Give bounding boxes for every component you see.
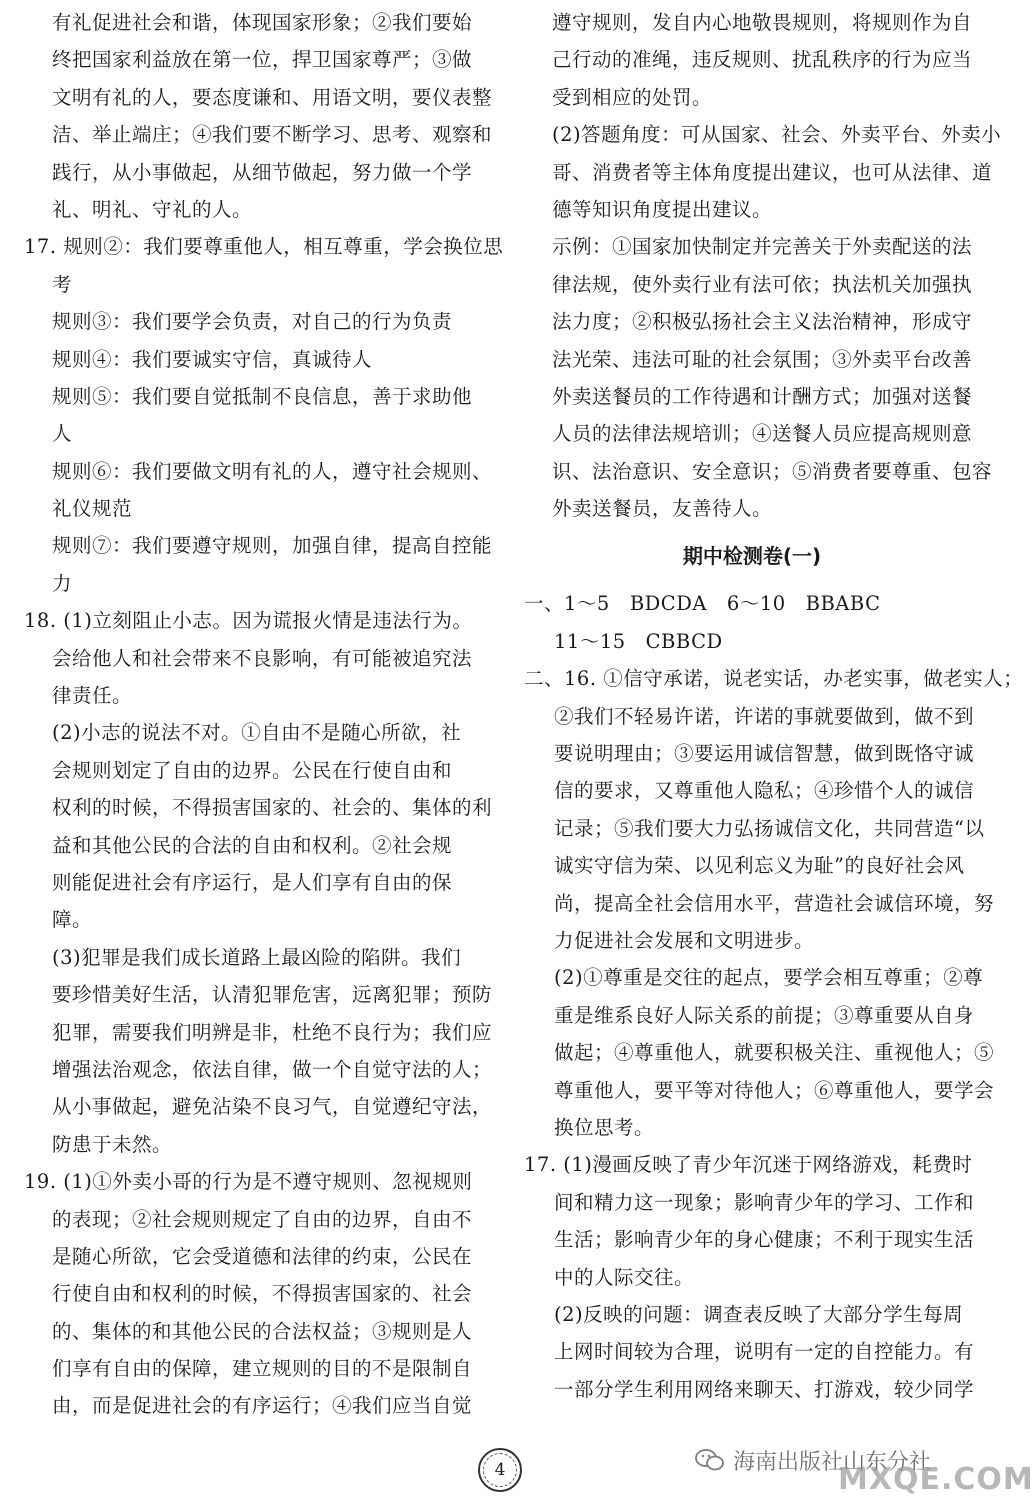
text-line: ②我们不轻易许诺，许诺的事就要做到，做不到	[554, 704, 975, 728]
text-line: 有礼促进社会和谐，体现国家形象；②我们要始	[52, 11, 473, 34]
text-line: 尊重他人，要平等对待他人；⑥尊重他人，要学会	[554, 1078, 995, 1102]
text-line: 识、法治意识、安全意识；⑤消费者要尊重、包容	[552, 459, 993, 483]
page-number-badge	[478, 1448, 522, 1492]
text-line: 间和精力这一现象；影响青少年的学习、工作和	[554, 1190, 975, 1214]
text-line: 终把国家利益放在第一位，捍卫国家尊严；③做	[52, 48, 473, 72]
text-line: 人员的法律法规培训；④送餐人员应提高规则意	[552, 422, 973, 446]
text-line: 们享有自由的保障，建立规则的目的不是限制自	[52, 1357, 473, 1381]
text-line: (2)①尊重是交往的起点，要学会相互尊重；②尊	[554, 966, 984, 990]
text-line: 文明有礼的人，要态度谦和、用语文明，要仪表整	[52, 85, 493, 109]
text-line: 11～15 CBBCD	[554, 629, 723, 653]
section-title: 期中检测卷(一)	[682, 544, 822, 569]
text-line: 权利的时候，不得损害国家的、社会的、集体的利	[52, 796, 493, 820]
text-line: 法力度；②积极弘扬社会主义法治精神，形成守	[552, 310, 973, 334]
text-line: 由，而是促进社会的有序运行；④我们应当自觉	[52, 1394, 473, 1418]
text-line: 中的人际交往。	[554, 1265, 695, 1289]
text-line: 律责任。	[52, 684, 133, 708]
right-column	[524, 4, 1024, 1408]
text-line: 礼仪规范	[52, 497, 133, 521]
text-line: 障。	[52, 908, 93, 932]
text-line: 17. (1)漫画反映了青少年沉迷于网络游戏，耗费时	[524, 1153, 973, 1177]
text-line: 德等知识角度提出建议。	[552, 197, 773, 221]
text-line: 做起；④尊重他人，就要积极关注、重视他人；⑤	[554, 1041, 995, 1065]
text-line: 的、集体的和其他公民的合法权益；③规则是人	[52, 1319, 473, 1343]
text-line: 洁、举止端庄；④我们要不断学习、思考、观察和	[52, 123, 493, 147]
text-line: 19. (1)①外卖小哥的行为是不遵守规则、忽视规则	[24, 1170, 473, 1194]
text-line: 防患于未然。	[52, 1132, 173, 1156]
text-line: 要说明理由；③要运用诚信智慧，做到既恪守诚	[554, 742, 975, 766]
text-line: 己行动的准绳，违反规则、扰乱秩序的行为应当	[552, 48, 973, 72]
text-line: 哥、消费者等主体角度提出建议，也可从法律、道	[552, 160, 993, 184]
text-line: 上网时间较为合理，说明有一定的自控能力。有	[554, 1340, 975, 1364]
text-line: 规则⑥：我们要做文明有礼的人，遵守社会规则、	[52, 459, 493, 483]
text-line: (3)犯罪是我们成长道路上最凶险的陷阱。我们	[52, 945, 462, 969]
text-line: 二、16. ①信守承诺，说老实话，办老实事，做老实人；	[524, 667, 1024, 691]
text-line: 信的要求，又尊重他人隐私；④珍惜个人的诚信	[554, 779, 975, 803]
text-line: 人	[52, 422, 73, 446]
text-line: 规则③：我们要学会负责，对自己的行为负责	[52, 310, 453, 334]
left-column	[24, 4, 504, 1425]
watermark-text: 海南出版社山东分社	[733, 1449, 932, 1475]
text-line: 18. (1)立刻阻止小志。因为谎报火情是违法行为。	[24, 609, 473, 633]
text-line: 会规则划定了自由的边界。公民在行使自由和	[52, 758, 453, 782]
text-line: 力	[52, 571, 73, 595]
text-line: 益和其他公民的合法的自由和权利。②社会规	[52, 833, 453, 857]
text-line: 遵守规则，发自内心地敬畏规则，将规则作为自	[552, 11, 973, 34]
text-line: 增强法治观念，依法自律，做一个自觉守法的人；	[52, 1057, 493, 1081]
text-line: 规则⑤：我们要自觉抵制不良信息，善于求助他	[52, 384, 473, 408]
text-line: 会给他人和社会带来不良影响，有可能被追究法	[52, 646, 473, 670]
text-line: 从小事做起，避免沾染不良习气，自觉遵纪守法，	[52, 1095, 493, 1119]
text-line: 外卖送餐员，友善待人。	[552, 497, 773, 521]
text-line: 重是维系良好人际关系的前提；③尊重要从自身	[554, 1003, 975, 1027]
text-line: 的表现；②社会规则规定了自由的边界，自由不	[52, 1207, 473, 1231]
text-line: 法光荣、违法可耻的社会氛围；③外卖平台改善	[552, 347, 973, 371]
text-line: 外卖送餐员的工作待遇和计酬方式；加强对送餐	[552, 384, 973, 408]
wechat-icon	[695, 1449, 725, 1471]
text-line: 是随心所欲，它会受道德和法律的约束，公民在	[52, 1244, 473, 1268]
text-line: 礼、明礼、守礼的人。	[52, 197, 253, 221]
text-line: 生活；影响青少年的身心健康；不利于现实生活	[554, 1228, 975, 1252]
right-column-bottom	[524, 585, 1024, 1408]
text-line: (2)反映的问题：调查表反映了大部分学生每周	[554, 1302, 964, 1326]
text-line: 示例：①国家加快制定并完善关于外卖配送的法	[552, 235, 973, 259]
text-line: 一部分学生利用网络来聊天、打游戏，较少同学	[554, 1377, 975, 1401]
text-line: 诚实守信为荣、以见利忘义为耻”的良好社会风	[554, 854, 965, 878]
text-line: 一、1～5 BDCDA 6～10 BBABC	[524, 592, 881, 616]
page-number: 4	[494, 1460, 506, 1480]
text-line: 则能促进社会有序运行，是人们享有自由的保	[52, 870, 453, 894]
text-line: 17. 规则②：我们要尊重他人，相互尊重，学会换位思	[24, 235, 504, 259]
text-line: 规则④：我们要诚实守信，真诚待人	[52, 347, 373, 371]
text-line: 要珍惜美好生活，认清犯罪危害，远离犯罪；预防	[52, 983, 493, 1007]
text-line: 力促进社会发展和文明进步。	[554, 928, 815, 952]
text-line: (2)小志的说法不对。①自由不是随心所欲，社	[52, 721, 462, 745]
text-line: 犯罪，需要我们明辨是非，杜绝不良行为；我们应	[52, 1020, 493, 1044]
right-column-top	[524, 4, 1002, 527]
text-line: 记录；⑤我们要大力弘扬诚信文化，共同营造“以	[554, 816, 985, 840]
text-line: 践行，从小事做起，从细节做起，努力做一个学	[52, 160, 473, 184]
text-line: 规则⑦：我们要遵守规则，加强自律，提高自控能	[52, 534, 493, 558]
site-watermark: MXQE.COM	[838, 1462, 1034, 1497]
text-line: 尚，提高全社会信用水平，营造社会诚信环境，努	[554, 891, 995, 915]
text-line: 换位思考。	[554, 1115, 655, 1139]
text-line: 考	[52, 272, 73, 296]
text-line: 行使自由和权利的时候，不得损害国家的、社会	[52, 1282, 473, 1306]
text-line: 律法规，使外卖行业有法可依；执法机关加强执	[552, 272, 973, 296]
text-line: 受到相应的处罚。	[552, 85, 713, 109]
text-line: (2)答题角度：可从国家、社会、外卖平台、外卖小	[552, 123, 1002, 147]
